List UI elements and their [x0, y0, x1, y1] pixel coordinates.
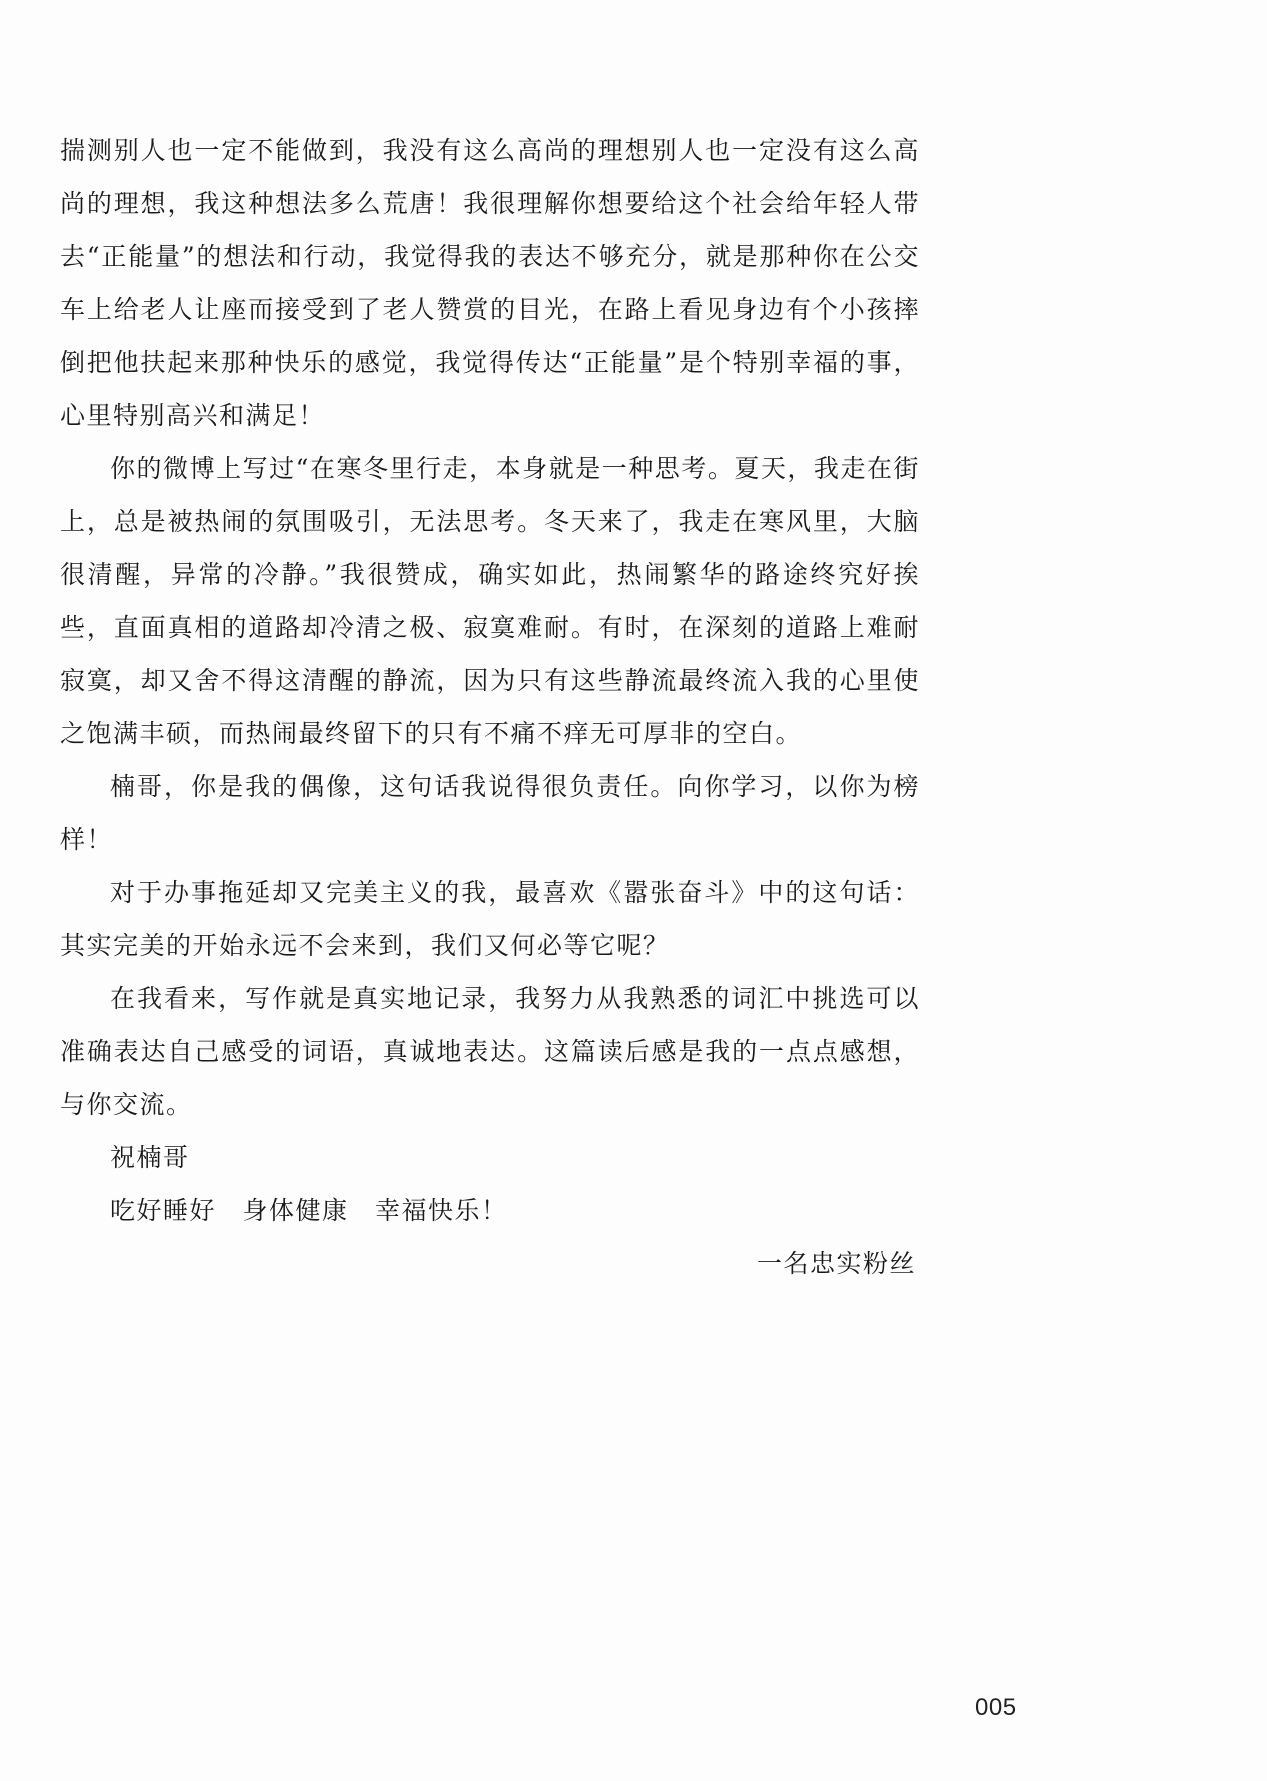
page-number: 005 — [975, 1694, 1017, 1721]
paragraph-writing: 在我看来，写作就是真实地记录，我努力从我熟悉的词汇中挑选可以准确表达自己感受的词语，真诚地表达。这篇读后感是我的一点点感想，与你交流。 — [60, 984, 920, 1119]
letter-body — [60, 124, 920, 1290]
paragraph-perfectionism: 对于办事拖延却又完美主义的我，最喜欢《嚣张奋斗》中的这句话：其实完美的开始永远不会来到，我们又何必等它呢？ — [60, 878, 920, 960]
paragraph-weibo-quote: 你的微博上写过“在寒冬里行走，本身就是一种思考。夏天，我走在街上，总是被热闹的氛围吸引，无法思考。冬天来了，我走在寒风里，大脑很清醒，异常的冷静。”我很赞成，确实如此，热闹繁华的路途终究好挨些，直面真相的道路却冷清之极、寂寞难耐。有时，在深刻的道路上难耐寂寞，却又舍不得这清醒的静流，因为只有这些静流最终流入我的心里使之饱满丰硕，而热闹最终留下的只有不痛不痒无可厚非的空白。 — [60, 454, 920, 748]
closing-wishes: 吃好睡好 身体健康 幸福快乐！ — [110, 1196, 508, 1225]
paragraph-idol: 楠哥，你是我的偶像，这句话我说得很负责任。向你学习，以你为榜样！ — [60, 772, 920, 854]
closing-salutation: 祝楠哥 — [110, 1143, 190, 1172]
paragraph-continued: 揣测别人也一定不能做到，我没有这么高尚的理想别人也一定没有这么高尚的理想，我这种想法多么荒唐！我很理解你想要给这个社会给年轻人带去“正能量”的想法和行动，我觉得我的表达不够充分，就是那种你在公交车上给老人让座而接受到了老人赞赏的目光，在路上看见身边有个小孩摔倒把他扶起来那种快乐的感觉，我觉得传达“正能量”是个特别幸福的事，心里特别高兴和满足！ — [60, 136, 920, 430]
signature: 一名忠实粉丝 — [756, 1249, 916, 1278]
